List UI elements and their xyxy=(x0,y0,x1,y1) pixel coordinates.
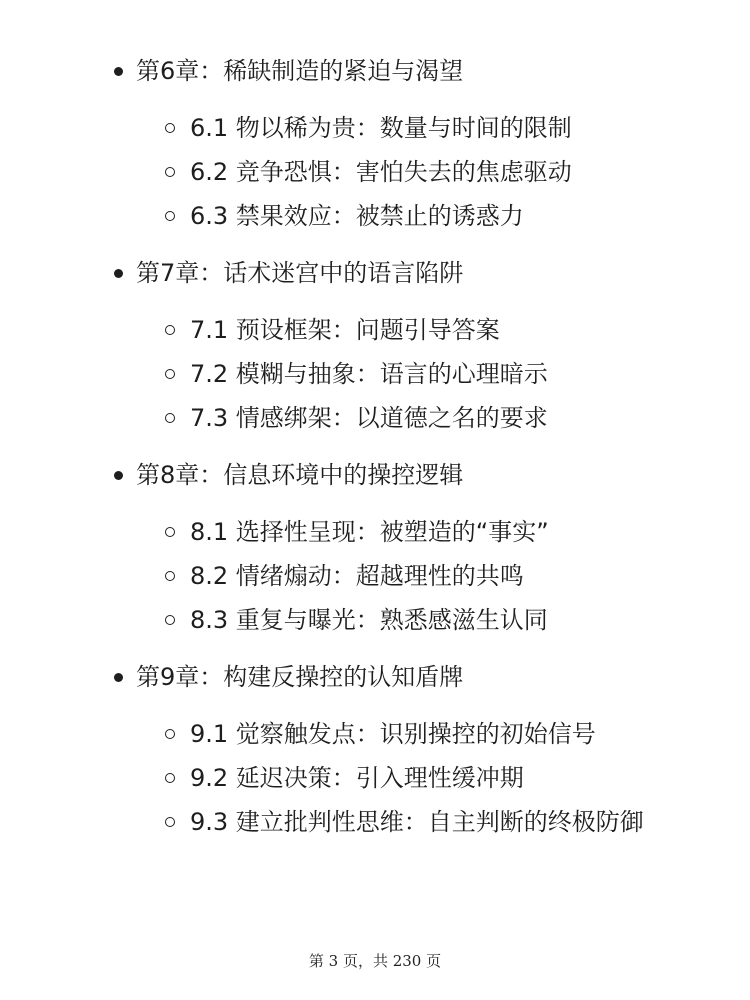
page-number-label: 第 3 页，共 230 页 xyxy=(308,952,442,970)
section-item xyxy=(110,514,670,550)
section-item xyxy=(110,154,670,190)
bullet-circle-icon xyxy=(165,527,175,537)
section-text: 6.3 禁果效应：被禁止的诱惑力 xyxy=(190,202,524,230)
bullet-circle-icon xyxy=(165,211,175,221)
bullet-dot-icon xyxy=(114,67,123,76)
page-footer xyxy=(0,950,750,971)
bullet-circle-icon xyxy=(165,817,175,827)
chapter-title-text: 第6章：稀缺制造的紧迫与渴望 xyxy=(136,57,464,85)
chapter-8 xyxy=(110,457,710,638)
section-text: 9.3 建立批判性思维：自主判断的终极防御 xyxy=(190,808,644,836)
section-item xyxy=(110,198,670,234)
bullet-circle-icon xyxy=(165,773,175,783)
bullet-circle-icon xyxy=(165,325,175,335)
chapter-title-text: 第7章：话术迷宫中的语言陷阱 xyxy=(136,259,464,287)
section-item xyxy=(110,804,670,840)
section-text: 7.2 模糊与抽象：语言的心理暗示 xyxy=(190,360,548,388)
section-text: 7.1 预设框架：问题引导答案 xyxy=(190,316,500,344)
section-item xyxy=(110,356,670,392)
chapter-title xyxy=(110,659,710,695)
section-item xyxy=(110,312,670,348)
section-item xyxy=(110,400,670,436)
chapter-title-text: 第9章：构建反操控的认知盾牌 xyxy=(136,663,464,691)
bullet-circle-icon xyxy=(165,571,175,581)
section-text: 6.2 竞争恐惧：害怕失去的焦虑驱动 xyxy=(190,158,572,186)
chapter-title xyxy=(110,255,710,291)
chapter-title xyxy=(110,457,710,493)
section-item xyxy=(110,602,670,638)
bullet-circle-icon xyxy=(165,413,175,423)
chapter-9 xyxy=(110,659,710,840)
section-item xyxy=(110,558,670,594)
chapter-6 xyxy=(110,53,710,234)
bullet-circle-icon xyxy=(165,729,175,739)
section-text: 8.3 重复与曝光：熟悉感滋生认同 xyxy=(190,606,548,634)
chapter-title xyxy=(110,53,710,89)
bullet-circle-icon xyxy=(165,167,175,177)
bullet-circle-icon xyxy=(165,615,175,625)
bullet-circle-icon xyxy=(165,369,175,379)
section-item xyxy=(110,110,670,146)
section-text: 6.1 物以稀为贵：数量与时间的限制 xyxy=(190,114,572,142)
bullet-dot-icon xyxy=(114,471,123,480)
chapter-title-text: 第8章：信息环境中的操控逻辑 xyxy=(136,461,464,489)
chapter-7 xyxy=(110,255,710,436)
bullet-dot-icon xyxy=(114,269,123,278)
section-text: 9.2 延迟决策：引入理性缓冲期 xyxy=(190,764,524,792)
bullet-dot-icon xyxy=(114,673,123,682)
section-text: 8.1 选择性呈现：被塑造的“事实” xyxy=(190,518,549,546)
bullet-circle-icon xyxy=(165,123,175,133)
section-text: 9.1 觉察触发点：识别操控的初始信号 xyxy=(190,720,596,748)
section-text: 8.2 情绪煽动：超越理性的共鸣 xyxy=(190,562,524,590)
section-text: 7.3 情感绑架：以道德之名的要求 xyxy=(190,404,548,432)
section-item xyxy=(110,716,670,752)
section-item xyxy=(110,760,670,796)
